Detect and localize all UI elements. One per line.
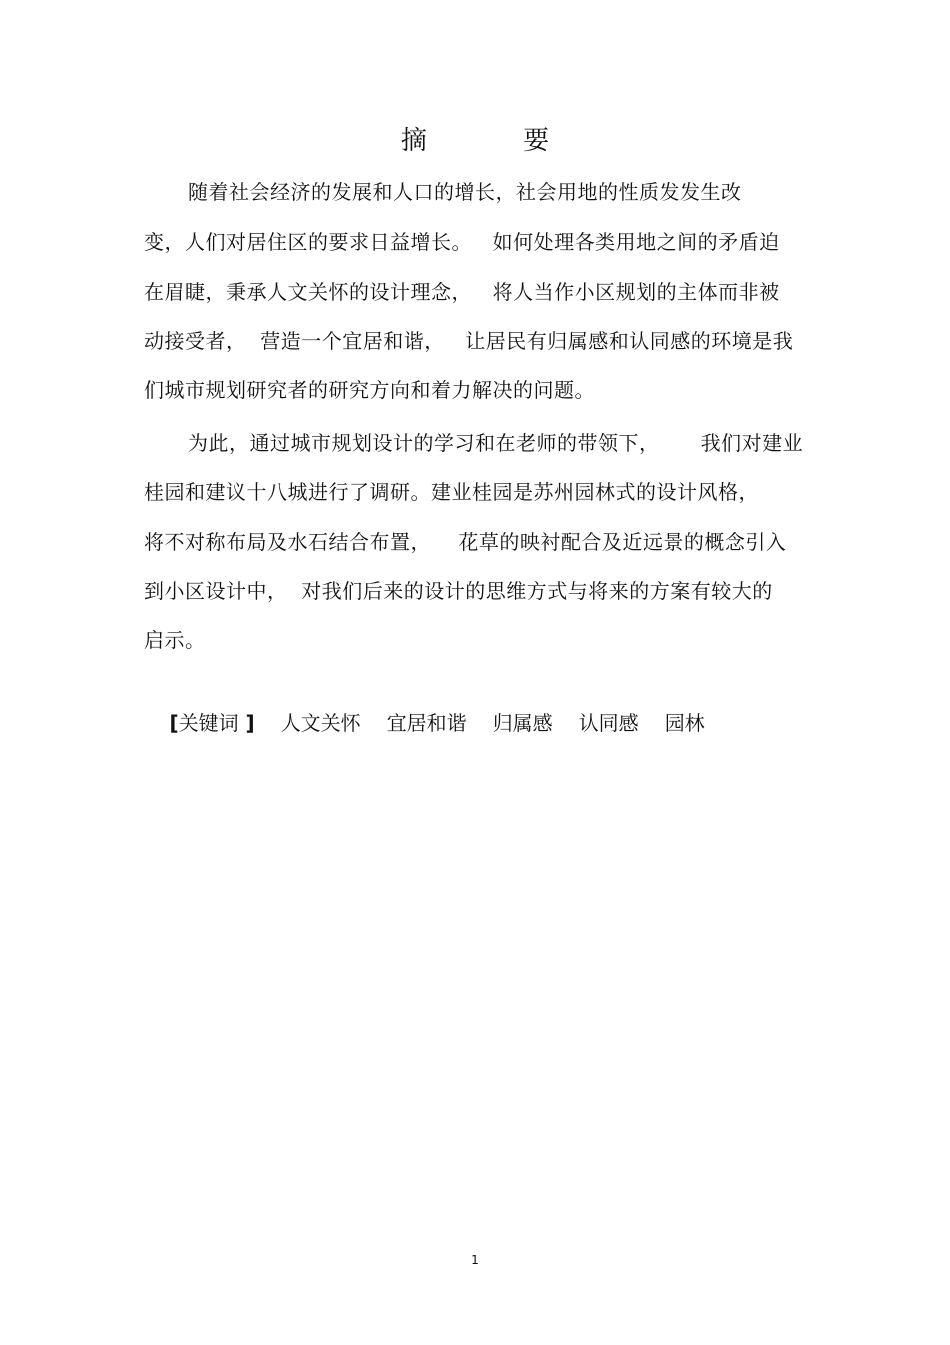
paragraph-2-line-3: 将不对称布局及水石结合布置， 花草的映衬配合及近远景的概念引入 (144, 530, 787, 554)
keyword-item: 认同感 (578, 711, 639, 735)
keyword-item: 归属感 (492, 711, 553, 735)
keyword-item: 人文关怀 (280, 711, 361, 735)
keywords-close-bracket: ] (238, 711, 255, 735)
paragraph-1-line-1: 随着社会经济的发展和人口的增长，社会用地的性质发发生改 (188, 180, 742, 204)
paragraph-1-line-5: 们城市规划研究者的研究方向和着力解决的问题。 (144, 378, 595, 402)
paragraph-2-line-5: 启示。 (144, 628, 206, 652)
keyword-item: 宜居和谐 (386, 711, 467, 735)
page-title: 摘 要 (400, 126, 594, 156)
paragraph-1-line-2: 变，人们对居住区的要求日益增长。 如何处理各类用地之间的矛盾迫 (144, 230, 780, 254)
keywords-open-bracket: [ (169, 711, 179, 735)
paragraph-2-line-1: 为此，通过城市规划设计的学习和在老师的带领下， 我们对建业 (188, 431, 804, 455)
keywords-line (144, 678, 705, 768)
paragraph-2-line-2: 桂园和建议十八城进行了调研。建业桂园是苏州园林式的设计风格， (144, 480, 759, 504)
paragraph-1-line-3: 在眉睫，秉承人文关怀的设计理念， 将人当作小区规划的主体而非被 (144, 280, 780, 304)
keyword-item: 园林 (664, 711, 705, 735)
keywords-label-text: 关键词 (178, 711, 239, 735)
page-number: 1 (471, 1253, 479, 1267)
paragraph-1-line-4: 动接受者， 营造一个宜居和谐， 让居民有归属感和认同感的环境是我 (144, 329, 794, 353)
keywords-label (169, 711, 254, 735)
paragraph-2-line-4: 到小区设计中， 对我们后来的设计的思维方式与将来的方案有较大的 (144, 579, 773, 603)
